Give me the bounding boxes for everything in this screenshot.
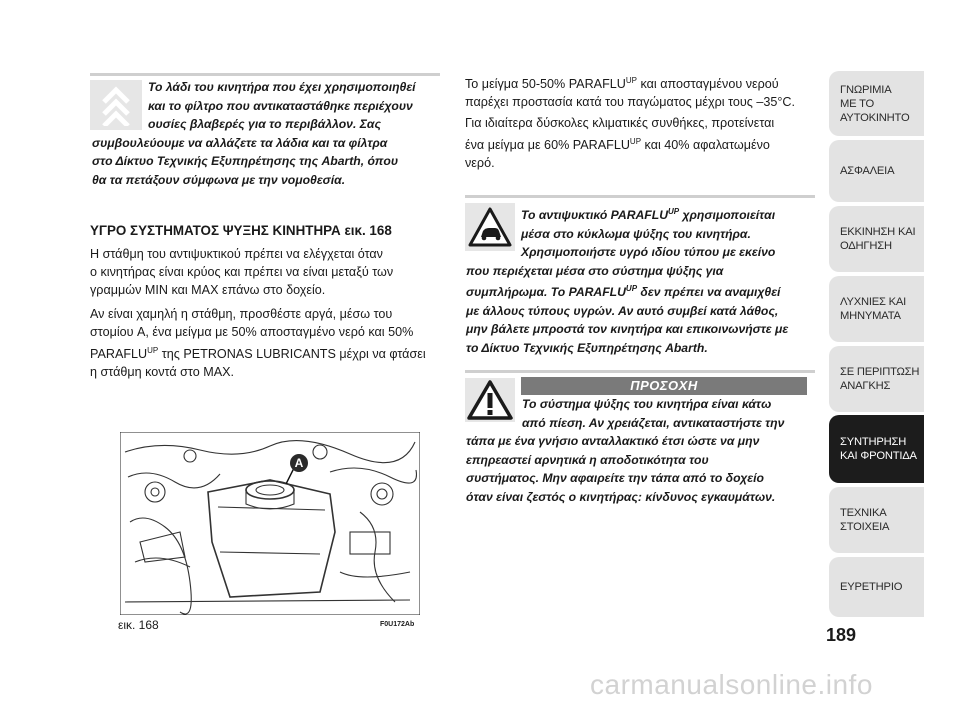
figure-code: F0U172Ab [380,621,415,628]
product-sup: UP [629,136,642,146]
tab-label: ΕΚΚΙΝΗΣΗ ΚΑΙ [840,226,916,238]
recycle-note [92,78,442,189]
tab-label: ΓΝΩΡΙΜΙΑ [840,83,892,96]
note-line: με άλλους τύπους υγρών. Αν αυτό συμβεί κατά λάθος, [466,303,779,318]
callout-a-badge [290,454,308,472]
note-line: τάπα με ένα γνήσιο ανταλλακτικό έτσι ώστε να μην [466,434,760,448]
text-line: ο κινητήρας είναι κρύος και πρέπει να είναι μεταξύ των [90,264,394,279]
text-line: στομίου A, ένα μείγμα με 50% αποσταγμένο νερό και 50% [90,324,414,339]
tab-label: ΤΕΧΝΙΚΑ [840,507,887,519]
text-run: Το μείγμα 50-50% PARAFLU [465,77,626,92]
note-line: και το φίλτρο που αντικαταστάθηκε περιέχουν [148,98,413,113]
note-line: Το σύστημα ψύξης του κινητήρα είναι κάτω [522,397,772,411]
product-sup: UP [625,76,637,85]
text-line [465,133,815,155]
tab-starting-driving[interactable] [829,206,924,272]
tab-emergency[interactable] [829,346,924,412]
car-note [466,203,816,357]
car-note-rule-top [465,195,815,198]
tab-label: ΕΥΡΕΤΗΡΙΟ [840,581,903,593]
section-para-2 [90,306,450,381]
text-run: Το αντιψυκτικό PARAFLU [521,208,668,223]
note-line: επηρεαστεί αρνητικά η αποδοτικότητα του [466,452,709,467]
figure-168 [120,432,420,615]
note-line: θα τα πετάξουν σύμφωνα με την νομοθεσία. [92,172,346,187]
right-para-1 [465,72,815,112]
note-line: όταν είναι ζεστός ο κινητήρας: κίνδυνος εγκαυμάτων. [466,489,776,504]
tab-label: ΜΗΝΥΜΑΤΑ [840,310,901,322]
text-run: χρησιμοποιείται [679,208,776,223]
text-run: της PETRONAS LUBRICANTS μέχρι να φτάσει [158,346,426,361]
warning-rule-top [465,370,815,373]
text-run: συμπλήρωμα. Το PARAFLU [466,285,626,300]
tab-safety[interactable] [829,140,924,202]
tab-label: ΚΑΙ ΦΡΟΝΤΙΔΑ [840,450,917,462]
tab-label: ΑΝΑΓΚΗΣ [840,380,891,392]
section-heading: ΥΓΡΟ ΣΥΣΤΗΜΑΤΟΣ ΨΥΞΗΣ ΚΙΝΗΤΗΡΑ εικ. 168 [90,223,392,238]
tab-label: ΣΥΝΤΗΡΗΣΗ [840,436,907,448]
tab-label: ΑΥΤΟΚΙΝΗΤΟ [840,111,910,124]
text-line: γραμμών MIN και MAX επάνω στο δοχείο. [90,282,326,297]
note-line [466,280,816,302]
tab-label: ΛΥΧΝΙΕΣ ΚΑΙ [840,296,907,308]
text-run: δεν πρέπει να αναμιχθεί [637,285,781,300]
note-line: συστήματος. Μην αφαιρείτε την τάπα από το δοχείο [466,471,764,485]
tab-label: ΣΤΟΙΧΕΙΑ [840,521,890,533]
product-sup: UP [625,284,638,294]
note-line: από πίεση. Αν χρειάζεται, αντικαταστήστε την [522,415,785,430]
text-line: παρέχει προστασία κατά του παγώματος μέχρι τους –35°C. [465,94,796,109]
note-line: μην βάλετε μπροστά τον κινητήρα και επικοινωνήστε με [466,322,789,337]
watermark: carmanualsonline.info [590,669,873,700]
tab-label: ΑΣΦΑΛΕΙΑ [840,165,895,177]
note-line: που περιέχεται μέσα στο σύστημα ψύξης για [466,263,724,278]
text-run: και 40% αφαλατωμένο [641,137,770,152]
note-line [466,203,816,225]
page-number: 189 [826,625,857,645]
product-name: PARAFLU [90,346,148,361]
callout-a-label: A [294,456,304,470]
tab-getting-to-know[interactable] [829,71,924,136]
tab-maintenance-care[interactable] [829,415,924,483]
coolant-reservoir-illustration [120,432,420,615]
text-line [465,72,815,94]
tab-label: ΣΕ ΠΕΡΙΠΤΩΣΗ [840,366,920,378]
note-line: συμβουλεύουμε να αλλάζετε τα λάδια και τα φίλτρα [92,135,388,150]
note-line: Χρησιμοποιήστε υγρό ιδίου τύπου με εκείνο [521,245,776,260]
note-line: το Δίκτυο Τεχνικής Εξυπηρέτησης Abarth. [466,340,708,355]
warning-title: ΠΡΟΣΟΧΗ [630,378,698,393]
note-line: στο Δίκτυο Τεχνικής Εξυπηρέτησης της Abarth, όπου [92,154,399,168]
text-line: η στάθμη κοντά στο MAX. [90,364,234,379]
tab-technical-data[interactable] [829,487,924,553]
text-run: ένα μείγμα με 60% PARAFLU [465,137,630,152]
note-line: ουσίες βλαβερές για το περιβάλλον. Σας [148,117,381,131]
note-line: μέσα στο κύκλωμα ψύξης του κινητήρα. [521,226,751,241]
tab-warning-lights[interactable] [829,276,924,342]
product-sup: UP [147,345,159,355]
right-para-2 [465,115,815,173]
tab-label: ΟΔΗΓΗΣΗ [840,240,892,252]
warning-text [466,395,816,506]
product-sup: UP [668,207,680,216]
section-para-1 [90,246,450,299]
figure-caption: εικ. 168 [118,618,159,632]
text-line: Για ιδιαίτερα δύσκολες κλιματικές συνθήκες, προτείνεται [465,116,775,130]
text-line: νερό. [465,155,495,170]
text-run: και αποσταγμένου νερού [637,77,779,92]
note-rule-top [90,73,440,76]
tab-index[interactable] [829,557,924,617]
text-line: Η στάθμη του αντιψυκτικού πρέπει να ελέγχεται όταν [90,247,383,261]
text-line [90,342,450,364]
tab-label: ΜΕ ΤΟ [840,97,875,110]
note-line: Το λάδι του κινητήρα που έχει χρησιμοποιηθεί [148,80,416,94]
warning-title-bar [521,377,807,395]
text-line: Αν είναι χαμηλή η στάθμη, προσθέστε αργά, μέσω του [90,307,393,321]
